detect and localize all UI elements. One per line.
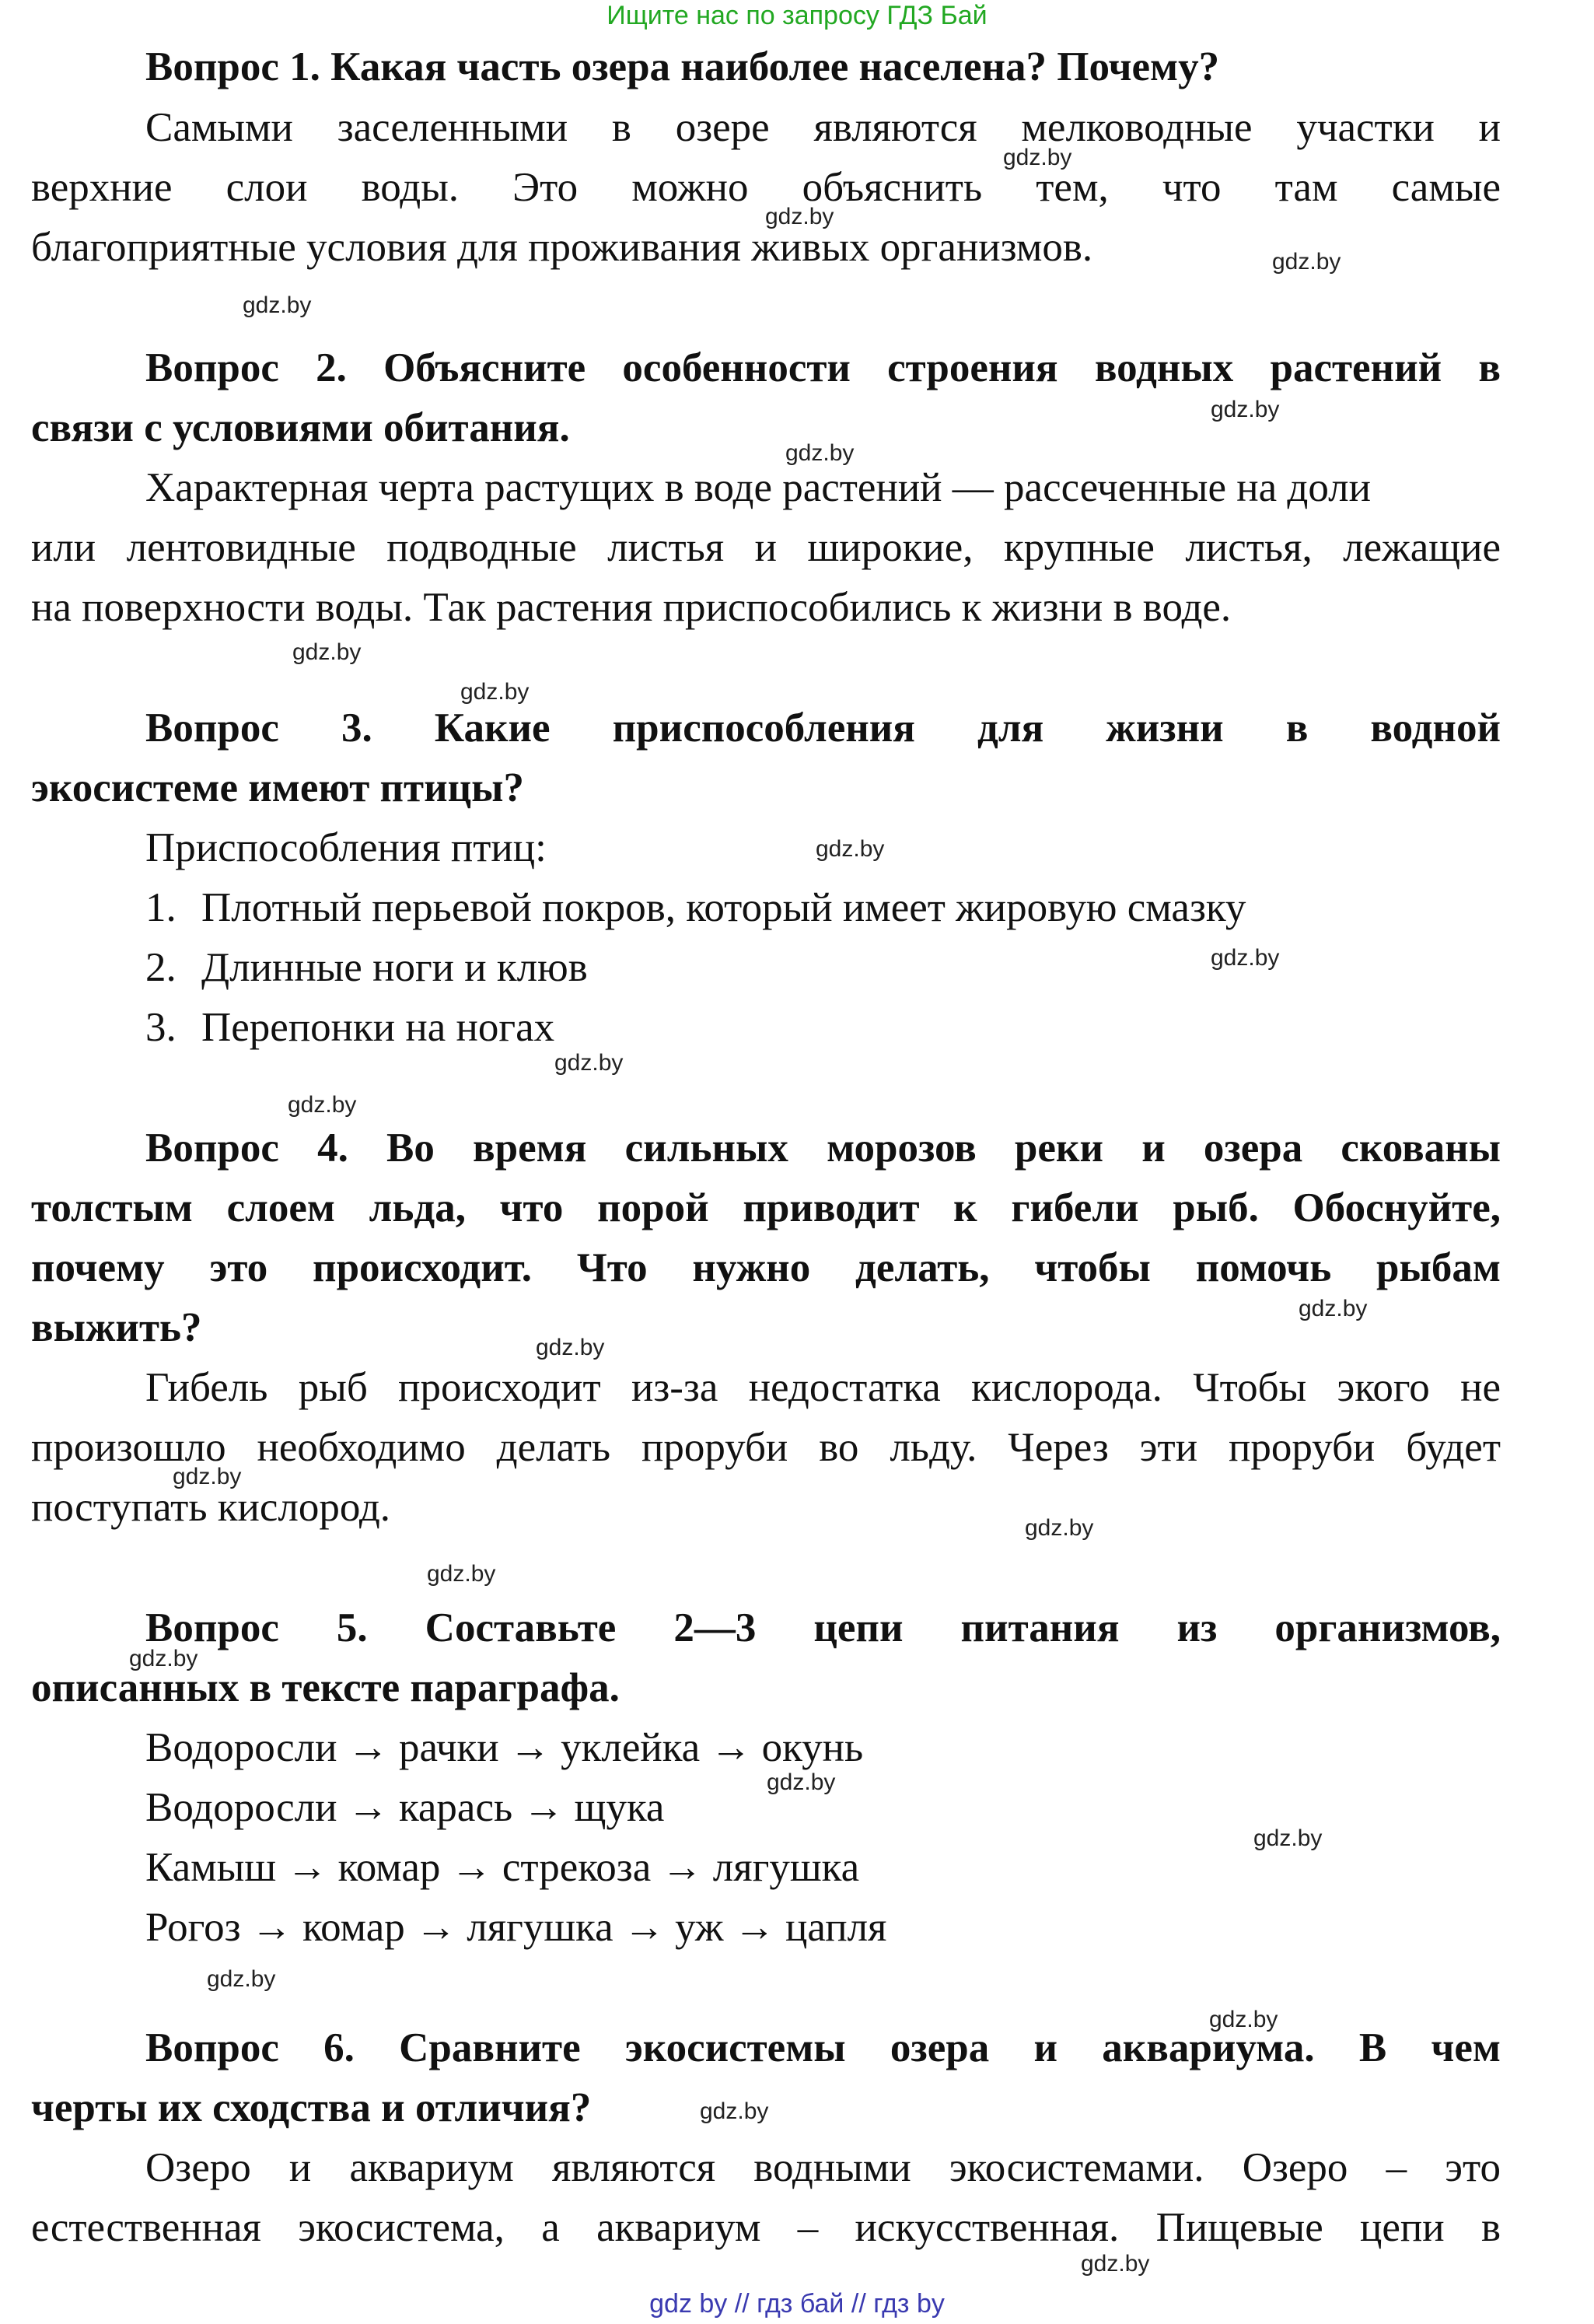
watermark: gdz.by [1272, 249, 1341, 275]
watermark: gdz.by [536, 1335, 605, 1360]
list-item-text: Перепонки на ногах [201, 1005, 555, 1050]
answer-4-line-2: произошло необходимо делать проруби во льду. Через эти проруби будет [31, 1425, 1501, 1470]
list-item-number: 1. [145, 885, 177, 930]
question-3-title-line-2: экосистеме имеют птицы? [31, 765, 525, 810]
answer-4-line-1: Гибель рыб происходит из-за недостатка кислорода. Чтобы экого не [145, 1365, 1501, 1410]
question-3-title-line-1: Вопрос 3. Какие приспособления для жизни в водной [145, 705, 1501, 751]
list-item [145, 940, 1501, 996]
watermark: gdz.by [1209, 2007, 1278, 2032]
watermark: gdz.by [292, 639, 362, 665]
question-2-title-line-2: связи с условиями обитания. [31, 405, 570, 450]
question-1-title: Вопрос 1. Какая часть озера наиболее населена? Почему? [145, 44, 1220, 89]
question-4-title-line-3: почему это происходит. Что нужно делать, чтобы помочь рыбам [31, 1245, 1501, 1290]
answer-2-line-2: или лентовидные подводные листья и широкие, крупные листья, лежащие [31, 525, 1501, 570]
watermark: gdz.by [816, 836, 885, 862]
watermark: gdz.by [243, 292, 312, 318]
list-item [145, 880, 1501, 936]
watermark: gdz.by [1211, 945, 1280, 971]
list-item-number: 2. [145, 945, 177, 990]
watermark: gdz.by [1081, 2251, 1150, 2277]
question-4-title-line-2: толстым слоем льда, что порой приводит к гибели рыб. Обоснуйте, [31, 1185, 1501, 1230]
watermark: gdz.by [700, 2098, 769, 2124]
question-4-title-line-1: Вопрос 4. Во время сильных морозов реки и озера скованы [145, 1125, 1501, 1171]
watermark: gdz.by [1025, 1515, 1094, 1541]
answer-2-line-3: на поверхности воды. Так растения приспособились к жизни в воде. [31, 585, 1232, 630]
question-5-title-line-1: Вопрос 5. Составьте 2—3 цепи питания из организмов, [145, 1605, 1501, 1650]
watermark: gdz.by [1253, 1825, 1323, 1851]
answer-2-line-1: Характерная черта растущих в воде растений — рассеченные на доли [145, 465, 1371, 510]
watermark: gdz.by [427, 1561, 496, 1587]
top-banner: Ищите нас по запросу ГДЗ Бай [606, 1, 988, 30]
watermark: gdz.by [1211, 397, 1280, 422]
answer-1-line-3: благоприятные условия для проживания живых организмов. [31, 225, 1093, 270]
food-chain-3: Камыш → комар → стрекоза → лягушка [145, 1845, 860, 1890]
question-6-title-line-2: черты их сходства и отличия? [31, 2085, 592, 2130]
question-2-title-line-1: Вопрос 2. Объясните особенности строения водных растений в [145, 345, 1501, 390]
watermark: gdz.by [1003, 145, 1072, 170]
question-6-title-line-1: Вопрос 6. Сравните экосистемы озера и аквариума. В чем [145, 2025, 1501, 2070]
answer-4-line-3: поступать кислород. [31, 1485, 391, 1530]
bottom-banner: gdz by // гдз бай // гдз by [649, 2289, 945, 2319]
answer-6-line-2: естественная экосистема, а аквариум – искусственная. Пищевые цепи в [31, 2205, 1501, 2250]
watermark: gdz.by [460, 679, 530, 705]
question-4-title-line-4: выжить? [31, 1305, 202, 1350]
food-chain-4: Рогоз → комар → лягушка → уж → цапля [145, 1905, 887, 1950]
watermark: gdz.by [1299, 1296, 1368, 1321]
question-5-title-line-2: описанных в тексте параграфа. [31, 1665, 620, 1710]
watermark: gdz.by [129, 1646, 198, 1671]
watermark: gdz.by [785, 440, 855, 466]
list-item-number: 3. [145, 1005, 177, 1050]
watermark: gdz.by [207, 1966, 276, 1992]
answer-3-intro: Приспособления птиц: [145, 825, 547, 870]
food-chain-1: Водоросли → рачки → уклейка → окунь [145, 1725, 864, 1770]
food-chain-2: Водоросли → карась → щука [145, 1785, 665, 1830]
list-item-text: Плотный перьевой покров, который имеет жировую смазку [201, 885, 1246, 930]
answer-1-line-2: верхние слои воды. Это можно объяснить тем, что там самые [31, 165, 1501, 210]
watermark: gdz.by [173, 1464, 242, 1489]
answer-6-line-1: Озеро и аквариум являются водными экосистемами. Озеро – это [145, 2145, 1501, 2190]
watermark: gdz.by [767, 1769, 836, 1795]
answer-1-line-1: Самыми заселенными в озере являются мелководные участки и [145, 105, 1501, 150]
list-item [145, 999, 1501, 1055]
list-item-text: Длинные ноги и клюв [201, 945, 588, 990]
watermark: gdz.by [288, 1092, 357, 1118]
watermark: gdz.by [765, 204, 834, 229]
watermark: gdz.by [554, 1050, 624, 1076]
